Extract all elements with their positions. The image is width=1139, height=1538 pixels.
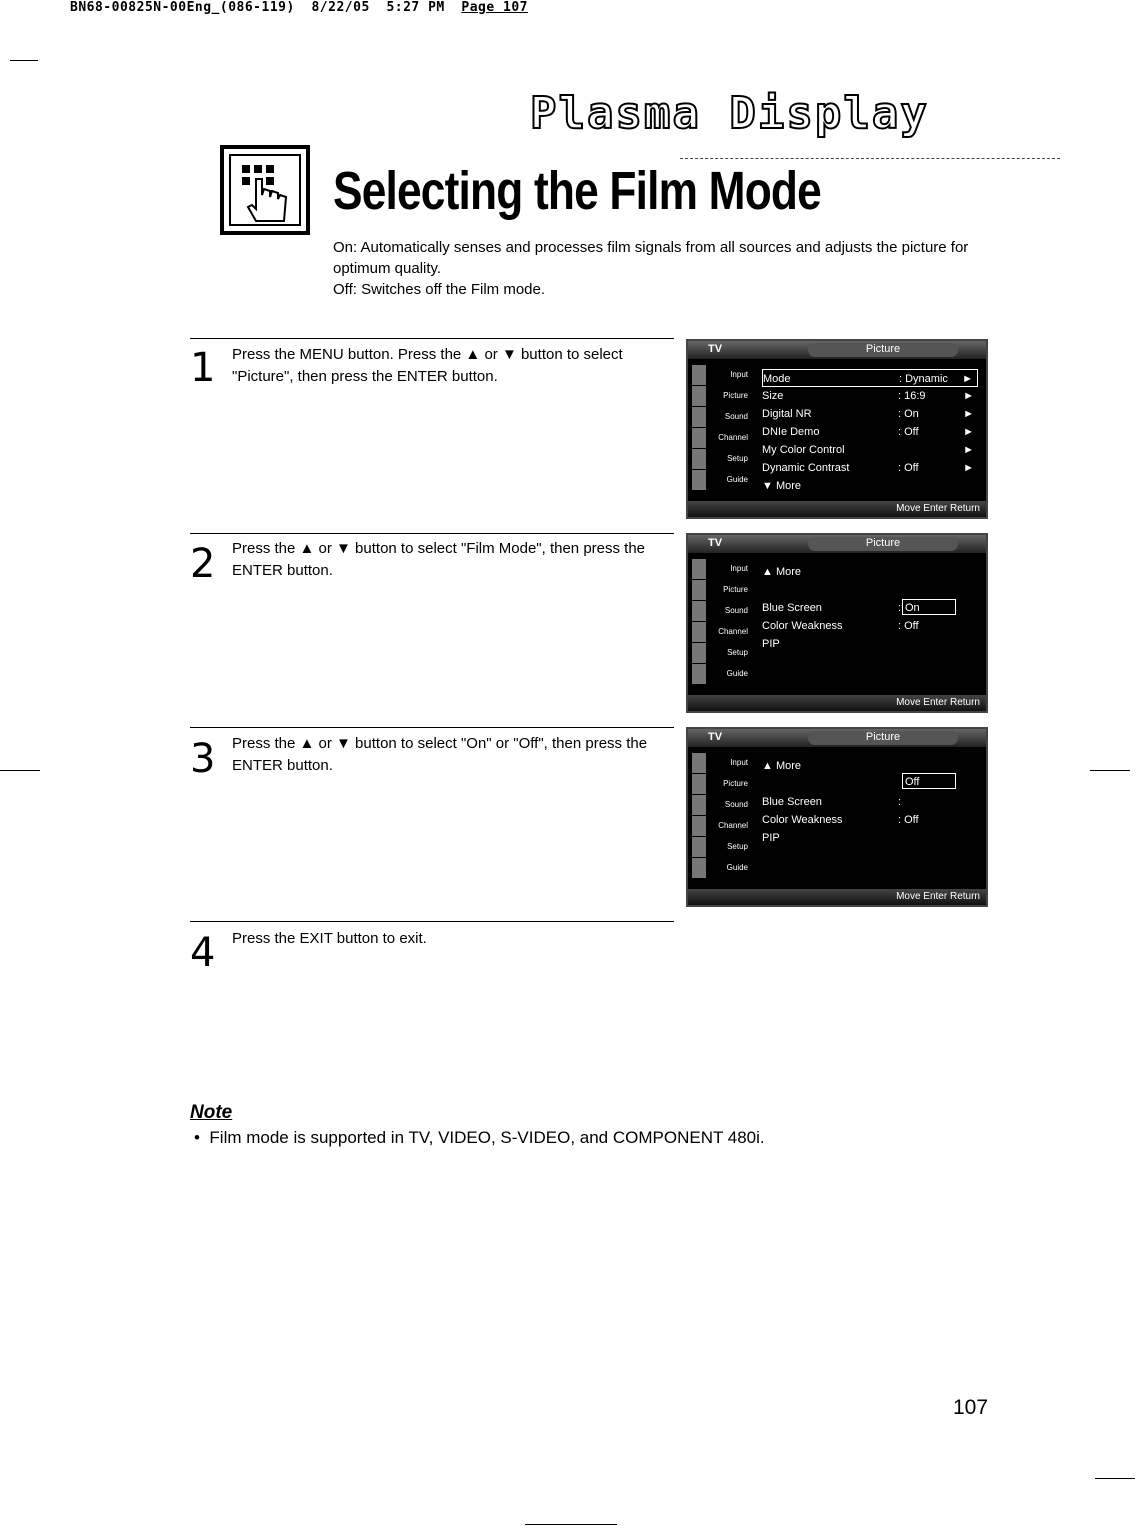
osd-row-label: My Color Control [762,444,845,456]
osd-row-label: Color Weakness [762,814,843,826]
arrow-right-icon: ► [963,444,974,456]
osd-bottom-bar: Move Enter Return [688,501,986,517]
arrow-right-icon: ► [963,408,974,420]
step-number: 4 [190,930,216,976]
crop-mark [1095,1478,1135,1479]
print-slug [70,0,528,15]
intro-off: Off: Switches off the Film mode. [333,281,546,298]
osd-menu [762,369,978,495]
osd-row [762,829,978,847]
osd-row [762,387,978,405]
osd-side-item: Sound [692,407,752,427]
osd-row [762,811,978,829]
osd-row [762,617,978,635]
note-item [194,1128,765,1148]
step-divider [190,533,674,534]
osd-sidebar [692,753,752,879]
osd-row [762,369,978,387]
osd-row-value: : Off [898,462,919,474]
osd-side-item: Picture [692,386,752,406]
osd-row-label: Blue Screen [762,796,822,808]
arrow-right-icon: ► [963,426,974,438]
osd-row [762,441,978,459]
step-text: Press the EXIT button to exit. [232,930,427,947]
step-divider [190,727,674,728]
osd-row-label: DNIe Demo [762,426,820,438]
osd-row-label: Size [762,390,784,402]
osd-side-item: Input [692,753,752,773]
osd-side-item: Channel [692,428,752,448]
crop-mark [10,60,38,61]
osd-screen-1 [686,339,988,519]
osd-row-label: Digital NR [762,408,812,420]
step-text: Press the ▲ or ▼ button to select "On" or "Off", then press the ENTER button. [232,735,648,774]
osd-row-value: : Off [898,620,919,632]
osd-row-label: ▼ More [762,480,802,492]
osd-row-label: ▲ More [762,760,802,772]
osd-tv-label: TV [708,731,723,743]
arrow-right-icon: ► [963,390,974,402]
slug-file: BN68-00825N-00Eng_(086-119) [70,0,295,15]
banner-rule [680,158,1060,159]
osd-row-label: Dynamic Contrast [762,462,850,474]
osd-row-value: : [898,602,902,614]
osd-popup-option: Off [902,773,956,789]
osd-side-item: Setup [692,643,752,663]
osd-screen-3 [686,727,988,907]
osd-row-label: Color Weakness [762,620,843,632]
note-heading: Note [190,1102,233,1123]
osd-side-item: Channel [692,622,752,642]
bullet-icon: • [194,1128,210,1147]
osd-row [762,405,978,423]
osd-menu [762,757,978,847]
osd-row [762,477,978,495]
step-text: Press the MENU button. Press the ▲ or ▼ button to select "Picture", then press the ENTER button. [232,346,623,385]
osd-side-item: Input [692,559,752,579]
step-number: 2 [190,541,216,587]
osd-tab: Picture [808,537,958,551]
osd-bottom-bar: Move Enter Return [688,889,986,905]
crop-mark [525,1524,617,1525]
osd-tv-label: TV [708,343,723,355]
osd-tab: Picture [808,731,958,745]
osd-side-item: Guide [692,858,752,878]
osd-side-item: Sound [692,795,752,815]
osd-row [762,635,978,653]
osd-side-item: Picture [692,774,752,794]
hand-pointer-icon [220,145,310,235]
osd-row [762,423,978,441]
osd-row-value: : Dynamic [899,373,948,385]
osd-side-item: Channel [692,816,752,836]
crop-mark [0,770,40,771]
osd-side-item: Guide [692,470,752,490]
osd-row-label: ▲ More [762,566,802,578]
page-title: Selecting the Film Mode [333,161,821,221]
step-number: 3 [190,736,216,782]
arrow-right-icon: ► [963,462,974,474]
osd-tv-label: TV [708,537,723,549]
osd-row-label: PIP [762,832,780,844]
osd-row [762,581,978,599]
osd-side-item: Input [692,365,752,385]
osd-side-item: Picture [692,580,752,600]
intro-text [333,237,993,300]
slug-page: Page 107 [461,0,529,15]
step-number: 1 [190,345,216,391]
slug-date: 8/22/05 [311,0,370,15]
osd-row-value: : Off [898,814,919,826]
osd-row-label: Blue Screen [762,602,822,614]
osd-row-value: : [898,796,902,808]
osd-row [762,459,978,477]
osd-row-value: : 16:9 [898,390,926,402]
osd-bottom-bar: Move Enter Return [688,695,986,711]
step-divider [190,338,674,339]
arrow-right-icon: ► [962,373,973,385]
osd-tab: Picture [808,343,958,357]
intro-on: On: Automatically senses and processes film signals from all sources and adjusts the picture for optimum quality. [333,239,969,277]
section-banner: Plasma Display [530,88,929,139]
osd-side-item: Setup [692,449,752,469]
osd-popup-option: On [902,599,956,615]
osd-sidebar [692,365,752,491]
osd-side-item: Setup [692,837,752,857]
osd-row-value: : On [898,408,919,420]
osd-row-label: PIP [762,638,780,650]
slug-time: 5:27 PM [386,0,445,15]
note-text: Film mode is supported in TV, VIDEO, S-VIDEO, and COMPONENT 480i. [209,1128,765,1147]
osd-row [762,793,978,811]
osd-side-item: Guide [692,664,752,684]
osd-side-item: Sound [692,601,752,621]
osd-screen-2 [686,533,988,713]
osd-row-value: : Off [898,426,919,438]
step-text: Press the ▲ or ▼ button to select "Film Mode", then press the ENTER button. [232,540,646,579]
crop-mark [1090,770,1130,771]
step-divider [190,921,674,922]
page-number: 107 [953,1396,989,1419]
osd-sidebar [692,559,752,685]
osd-row [762,563,978,581]
osd-row-label: Mode [763,373,791,385]
